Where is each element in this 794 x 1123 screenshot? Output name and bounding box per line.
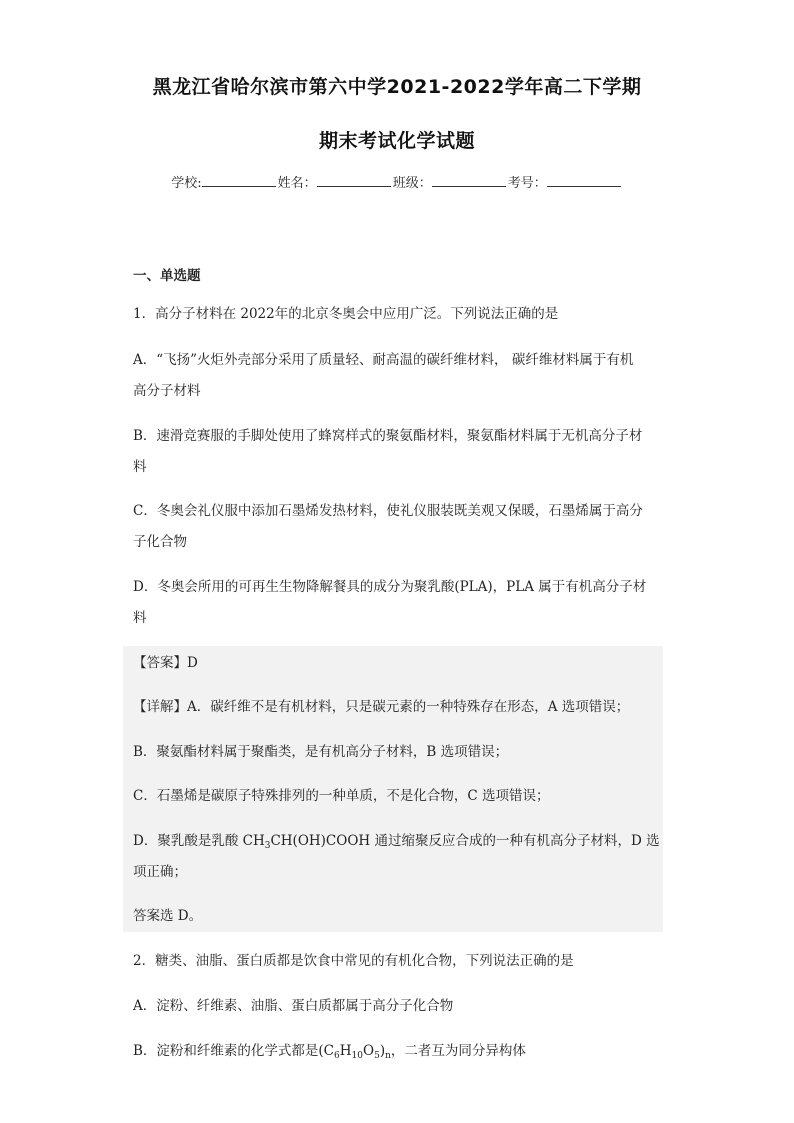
- document-title-line2: 期末考试化学试题: [318, 130, 475, 152]
- q1-option-d-line1: D．冬奥会所用的可再生生物降解餐具的成分为聚乳酸(PLA)，PLA 属于有机高分子材: [133, 579, 647, 595]
- q1-option-b-line2: 料: [133, 459, 147, 475]
- q1-detail-a: [133, 697, 663, 717]
- q1-option-c-line1: C．冬奥会礼仪服中添加石墨烯发热材料，使礼仪服装既美观又保暖，石墨烯属于高分: [133, 503, 643, 519]
- detail-d-sub: 3: [264, 841, 271, 851]
- q2-option-b: [133, 1041, 663, 1061]
- q2-b-mid2: O: [363, 1043, 375, 1059]
- q2-b-sub3: 5: [374, 1051, 380, 1061]
- name-label: 姓名：: [277, 176, 317, 191]
- q1-option-c-line2: 子化合物: [133, 534, 187, 550]
- school-blank[interactable]: [202, 174, 276, 187]
- q1-stem: 1．高分子材料在 2022年的北京冬奥会中应用广泛。下列说法正确的是: [133, 306, 559, 322]
- q1-option-b-line1: B．速滑竞赛服的手脚处使用了蜂窝样式的聚氨酯材料，聚氨酯材料属于无机高分子材: [133, 428, 643, 444]
- school-label: 学校:: [171, 176, 202, 191]
- detail-label: 【详解】: [133, 699, 187, 715]
- q1-option-d-line2: 料: [133, 610, 147, 626]
- section-title: 一、单选题: [133, 268, 201, 284]
- q1-detail-c: C．石墨烯是碳原子特殊排列的一种单质，不是化合物，C 选项错误；: [133, 788, 550, 804]
- q1-option-a-line1: A．“飞扬”火炬外壳部分采用了质量轻、耐高温的碳纤维材料， 碳纤维材料属于有机: [133, 352, 634, 368]
- q2-b-sub1: 6: [334, 1051, 340, 1061]
- q1-detail-d-line1: [133, 831, 663, 851]
- exam-no-blank[interactable]: [547, 174, 621, 187]
- q2-b-mid1: H: [339, 1043, 352, 1059]
- q2-b-sub4: n: [385, 1051, 391, 1061]
- q1-conclusion: 答案选 D。: [133, 908, 203, 924]
- q2-option-a: A．淀粉、纤维素、油脂、蛋白质都属于高分子化合物: [133, 998, 454, 1014]
- student-info-line: [0, 172, 794, 191]
- name-blank[interactable]: [317, 174, 391, 187]
- class-label: 班级：: [392, 176, 432, 191]
- q1-answer: 【答案】D: [133, 655, 198, 671]
- q2-b-mid3: ): [379, 1043, 386, 1059]
- q2-b-post: ，二者互为同分异构体: [390, 1043, 526, 1059]
- exam-no-label: 考号：: [507, 176, 547, 191]
- q2-b-sub2: 10: [351, 1051, 363, 1061]
- q2-stem: 2．糖类、油脂、蛋白质都是饮食中常见的有机化合物，下列说法正确的是: [133, 953, 574, 969]
- detail-a-text: A．碳纤维不是有机材料，只是碳元素的一种特殊存在形态，A 选项错误；: [187, 699, 630, 715]
- class-blank[interactable]: [432, 174, 506, 187]
- detail-d-pre: D．聚乳酸是乳酸 CH: [133, 833, 265, 849]
- q1-option-a-line2: 高分子材料: [133, 383, 201, 399]
- q1-detail-b: B．聚氨酯材料属于聚酯类，是有机高分子材料，B 选项错误；: [133, 744, 509, 760]
- document-title-line1: 黑龙江省哈尔滨市第六中学2021-2022学年高二下学期: [152, 76, 642, 98]
- q2-b-pre: B．淀粉和纤维素的化学式都是(C: [133, 1043, 335, 1059]
- detail-d-post: CH(OH)COOH 通过缩聚反应合成的一种有机高分子材料，D 选: [270, 833, 660, 849]
- q1-detail-d-line2: 项正确；: [133, 864, 187, 880]
